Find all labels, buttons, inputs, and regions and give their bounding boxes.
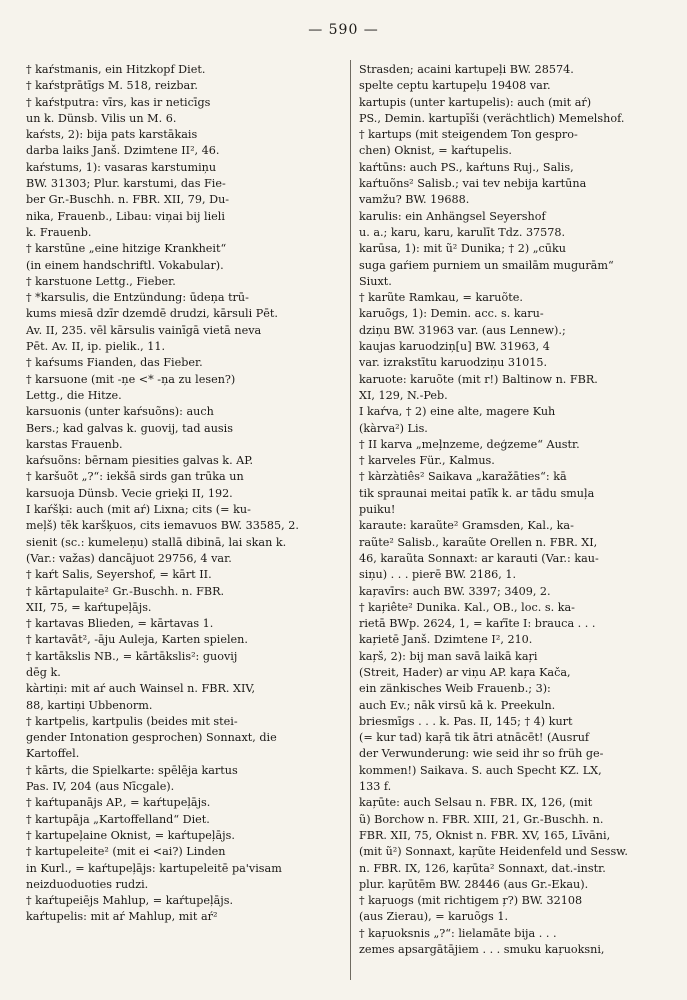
- dictionary-entry: [359, 600, 665, 649]
- entry-line: kaŗš, 2): bij man savā laikā kaŗi: [359, 649, 538, 663]
- entry-line: karuote: karuõte (mit r!) Baltinow n. FBR.: [359, 372, 598, 386]
- entry-line: n. FBR. IX, 126, kaŗūta² Sonnaxt, dat.-instr.: [359, 861, 606, 875]
- dictionary-entry: [26, 160, 332, 241]
- dictionary-entry: [359, 160, 665, 209]
- entry-line: † kartupāja „Kartoffelland“ Diet.: [26, 812, 210, 826]
- entry-line: vamžu? BW. 19688.: [359, 193, 470, 207]
- entry-line: kaŗavīrs: auch BW. 3397; 3409, 2.: [359, 584, 551, 598]
- entry-line: rietā BWp. 2624, 1, = kaŕīte I: brauca . . .: [359, 617, 596, 631]
- entry-line: I kaŕva, † 2) eine alte, magere Kuh: [359, 405, 556, 419]
- entry-line: † karũte Ramkau, = karuõte.: [359, 291, 523, 305]
- entry-line: tik spraunai meitai patīk k. ar tādu smuļa: [359, 486, 595, 500]
- entry-line: † kartavāt², -āju Auleja, Karten spielen.: [26, 633, 248, 647]
- entry-line: Bers.; kad galvas k. guovij, tad ausis: [26, 421, 233, 435]
- entry-line: der Verwunderung: wie seid ihr so früh ge-: [359, 747, 604, 761]
- entry-line: sienit (sc.: kumeleņu) stallā dibinā, lai skan k.: [26, 535, 287, 549]
- entry-line: † kārts, die Spielkarte: spēlēja kartus: [26, 763, 238, 777]
- entry-line: zemes apsargātājiem . . . smuku kaŗuoksni,: [359, 943, 605, 957]
- entry-line: kaŗūte: auch Selsau n. FBR. IX, 126, (mit: [359, 796, 593, 810]
- entry-line: darba laiks Janš. Dzimtene II², 46.: [26, 144, 220, 158]
- dictionary-entry: [359, 209, 665, 242]
- dictionary-entry: [26, 584, 332, 617]
- entry-line: † kartavas Blieden, = kārtavas 1.: [26, 617, 214, 631]
- entry-line: † kaŕtupanājs AP., = kaŕtupeļājs.: [26, 796, 211, 810]
- entry-line: karsuonis (unter kaŕsuõns): auch: [26, 405, 214, 419]
- entry-line: XII, 75, = kaŕtupeļājs.: [26, 600, 152, 614]
- dictionary-entry: [26, 812, 332, 828]
- dictionary-entry: [26, 502, 332, 567]
- entry-line: Kartoffel.: [26, 747, 80, 761]
- entry-line: † kartups (mit steigendem Ton gespro-: [359, 128, 578, 142]
- entry-line: in Kurl., = kaŕtupeļājs: kartupeleitē pa'visam: [26, 861, 282, 875]
- dictionary-entry: [26, 909, 332, 925]
- dictionary-entry: [359, 95, 665, 128]
- entry-line: † kaŗiête² Dunika. Kal., OB., loc. s. ka-: [359, 600, 575, 614]
- entry-line: † kaŕstprātīgs M. 518, reizbar.: [26, 79, 198, 93]
- entry-line: † kaŕtupeiējs Mahlup, = kaŕtupeļājs.: [26, 894, 234, 908]
- entry-line: † kartupeleite² (mit ei <ai?) Linden: [26, 845, 226, 859]
- dictionary-entry: [26, 828, 332, 844]
- entry-line: puiku!: [359, 503, 396, 517]
- entry-line: PS., Demin. kartupīši (verächtlich) Memelshof.: [359, 111, 625, 125]
- dictionary-entry: [359, 584, 665, 600]
- entry-line: (mit ũ²) Sonnaxt, kaŗũte Heidenfeld und Sessw.: [359, 845, 628, 859]
- dictionary-entry: [26, 844, 332, 893]
- dictionary-entry: [26, 95, 332, 128]
- entry-line: † kaŗuogs (mit richtigem ŗ?) BW. 32108: [359, 894, 583, 908]
- entry-line: † karstuone Lettg., Fieber.: [26, 274, 176, 288]
- dictionary-entry: [26, 78, 332, 94]
- dictionary-entry: [26, 372, 332, 405]
- dictionary-entry: [359, 306, 665, 371]
- entry-line: ũ) Borchow n. FBR. XIII, 21, Gr.-Buschh. n.: [359, 812, 604, 826]
- entry-line: kaŕstums, 1): vasaras karstumiņu: [26, 160, 217, 174]
- entry-line: kaŗietē Janš. Dzimtene I², 210.: [359, 633, 533, 647]
- entry-line: † karstūne „eine hitzige Krankheit“: [26, 242, 227, 256]
- entry-line: kaŕtūns: auch PS., kaŕtuns Ruj., Salis,: [359, 160, 574, 174]
- entry-line: † II karva „meļnzeme, deģzeme“ Austr.: [359, 437, 580, 451]
- entry-line: u. a.; karu, karu, karulīt Tdz. 37578.: [359, 225, 566, 239]
- entry-line: Av. II, 235. vēl kārsulis vainīgā vietā neva: [26, 323, 262, 337]
- entry-line: plur. kaŗūtēm BW. 28446 (aus Gr.-Ekau).: [359, 877, 589, 891]
- entry-line: kaŕsts, 2): bija pats karstākais: [26, 128, 198, 142]
- entry-line: FBR. XII, 75, Oknist n. FBR. XV, 165, Līvāni,: [359, 828, 611, 842]
- entry-line: karulis: ein Anhängsel Seyershof: [359, 209, 546, 223]
- entry-line: kàrtiņi: mit aŕ auch Wainsel n. FBR. XIV,: [26, 682, 256, 696]
- dictionary-entry: [26, 404, 332, 453]
- entry-line: karsuoja Dünsb. Vecie grieķi II, 192.: [26, 486, 233, 500]
- entry-line: ber Gr.-Buschh. n. FBR. XII, 79, Du-: [26, 193, 230, 207]
- dictionary-entry: [359, 127, 665, 160]
- entry-line: Pēt. Av. II, ip. pielik., 11.: [26, 340, 166, 354]
- dictionary-entry: [26, 453, 332, 469]
- right-column: [359, 62, 665, 958]
- entry-line: raũte² Salisb., karaũte Orellen n. FBR. XI,: [359, 535, 598, 549]
- entry-line: chen) Oknist, = kaŕtupelis.: [359, 144, 512, 158]
- entry-line: † kaŕstmanis, ein Hitzkopf Diet.: [26, 63, 206, 76]
- dictionary-entry: [359, 62, 665, 95]
- dictionary-entry: [26, 290, 332, 355]
- entry-line: † kartākslis NB., = kārtākslis²: guovij: [26, 649, 238, 663]
- entry-line: † karsuone (mit -ņe <* -ņa zu lesen?): [26, 372, 236, 386]
- entry-line: † karveles Für., Kalmus.: [359, 454, 495, 468]
- entry-line: 46, karaũta Sonnaxt: ar karauti (Var.: kau-: [359, 551, 599, 565]
- dictionary-entry: [359, 437, 665, 453]
- entry-line: † *karsulis, die Entzündung: ūdeņa trū-: [26, 291, 249, 305]
- dictionary-entry: [359, 518, 665, 583]
- dictionary-entry: [359, 241, 665, 290]
- entry-line: † kaŕt Salis, Seyershof, = kārt II.: [26, 568, 212, 582]
- dictionary-entry: [26, 893, 332, 909]
- entry-line: Siuxt.: [359, 274, 392, 288]
- entry-line: (aus Zierau), = karuõgs 1.: [359, 910, 509, 924]
- entry-line: meļš) tēk karšķuos, cits iemavuos BW. 33585, 2.: [26, 519, 299, 533]
- dictionary-entry: [26, 567, 332, 583]
- entry-line: 88, kartiņi Ubbenorm.: [26, 698, 153, 712]
- dictionary-entry: [359, 372, 665, 405]
- dictionary-entry: [359, 649, 665, 796]
- entry-line: karaute: karaũte² Gramsden, Kal., ka-: [359, 519, 574, 533]
- entry-line: nika, Frauenb., Libau: viņai bij lieli: [26, 209, 225, 223]
- entry-line: kaŕtupelis: mit aŕ Mahlup, mit aŕ²: [26, 910, 218, 924]
- entry-line: siņu) . . . pierē BW. 2186, 1.: [359, 568, 517, 582]
- entry-line: Strasden; acaini kartupeļi BW. 28574.: [359, 63, 574, 76]
- dictionary-entry: [26, 632, 332, 648]
- entry-line: var. izrakstītu karuodziņu 31015.: [359, 356, 548, 370]
- entry-line: kaŕsuõns: bērnam piesities galvas k. AP.: [26, 454, 254, 468]
- entry-line: † kàrzàtiês² Saikava „karažāties“: kā: [359, 470, 567, 484]
- dictionary-entry: [26, 616, 332, 632]
- entry-line: karūsa, 1): mit ũ² Dunika; † 2) „cūku: [359, 242, 566, 256]
- column-divider: [350, 60, 351, 980]
- entry-line: karuõgs, 1): Demin. acc. s. karu-: [359, 307, 544, 321]
- dictionary-entry: [359, 469, 665, 518]
- entry-line: † kārtapulaite² Gr.-Buschh. n. FBR.: [26, 584, 225, 598]
- dictionary-entry: [26, 355, 332, 371]
- dictionary-entry: [26, 62, 332, 78]
- entry-line: † kartpelis, kartpulis (beides mit stei-: [26, 714, 238, 728]
- entry-line: karstas Frauenb.: [26, 437, 123, 451]
- entry-line: gender Intonation gesprochen) Sonnaxt, die: [26, 731, 277, 745]
- entry-line: kommen!) Saikava. S. auch Specht KZ. LX,: [359, 763, 602, 777]
- entry-line: † kartupeļaine Oknist, = kaŕtupeļājs.: [26, 828, 235, 842]
- entry-line: † kaŕsums Fianden, das Fieber.: [26, 356, 203, 370]
- entry-line: XI, 129, N.-Peb.: [359, 388, 448, 402]
- entry-line: kums miesā dzīr dzemdē drudzi, kārsuli Pēt.: [26, 307, 278, 321]
- entry-line: kaujas karuodziņ[u] BW. 31963, 4: [359, 340, 550, 354]
- dictionary-entry: [359, 893, 665, 926]
- dictionary-entry: [359, 453, 665, 469]
- entry-line: † karšuõt „?“: iekšā sirds gan trūka un: [26, 470, 244, 484]
- entry-line: suga gaŕiem purniem un smailām mugurām“: [359, 258, 614, 272]
- dictionary-entry: [26, 681, 332, 714]
- entry-line: dziņu BW. 31963 var. (aus Lennew).;: [359, 323, 566, 337]
- dictionary-entry: [26, 469, 332, 502]
- entry-line: Pas. IV, 204 (aus Nīcgale).: [26, 780, 175, 794]
- entry-line: Lettg., die Hitze.: [26, 388, 122, 402]
- entry-line: BW. 31303; Plur. karstumi, das Fie-: [26, 177, 226, 191]
- dictionary-entry: [359, 404, 665, 437]
- entry-line: spelte ceptu kartupeļu 19408 var.: [359, 79, 551, 93]
- dictionary-entry: [359, 926, 665, 959]
- entry-line: kartupis (unter kartupelis): auch (mit aŕ): [359, 95, 592, 109]
- entry-line: kaŕtuõns² Salisb.; vai tev nebija kartūna: [359, 177, 587, 191]
- dictionary-entry: [26, 241, 332, 274]
- entry-line: briesmīgs . . . k. Pas. II, 145; † 4) kurt: [359, 714, 573, 728]
- entry-line: 133 f.: [359, 780, 392, 794]
- entry-line: neizduoduoties rudzi.: [26, 877, 149, 891]
- dictionary-entry: [26, 714, 332, 763]
- left-column: [26, 62, 332, 926]
- entry-line: dēg k.: [26, 665, 61, 679]
- entry-line: un k. Dünsb. Vilis un M. 6.: [26, 111, 177, 125]
- dictionary-entry: [26, 649, 332, 682]
- entry-line: (= kur tad) kaŗā tik ātri atnācēt! (Ausruf: [359, 731, 590, 745]
- dictionary-entry: [359, 795, 665, 893]
- entry-line: (in einem handschriftl. Vokabular).: [26, 258, 224, 272]
- entry-line: ein zänkisches Weib Frauenb.; 3):: [359, 682, 551, 696]
- dictionary-entry: [26, 763, 332, 796]
- dictionary-entry: [26, 127, 332, 160]
- entry-line: (kàrva²) Lis.: [359, 421, 428, 435]
- page-number: — 590 —: [308, 22, 379, 38]
- entry-line: † kaŗuoksnis „?“: lielamāte bija . . .: [359, 926, 557, 940]
- entry-line: (Var.: važas) dancājuot 29756, 4 var.: [26, 551, 232, 565]
- entry-line: k. Frauenb.: [26, 225, 92, 239]
- entry-line: (Streit, Hader) ar viņu AP. kaŗa Kača,: [359, 665, 571, 679]
- dictionary-entry: [359, 290, 665, 306]
- entry-line: auch Ev.; nāk virsū kā k. Preekuln.: [359, 698, 556, 712]
- entry-line: I kaŕšķi: auch (mit aŕ) Lixna; cits (= ku-: [26, 503, 251, 517]
- dictionary-entry: [26, 274, 332, 290]
- entry-line: † kaŕstputra: vīrs, kas ir neticīgs: [26, 95, 211, 109]
- dictionary-entry: [26, 795, 332, 811]
